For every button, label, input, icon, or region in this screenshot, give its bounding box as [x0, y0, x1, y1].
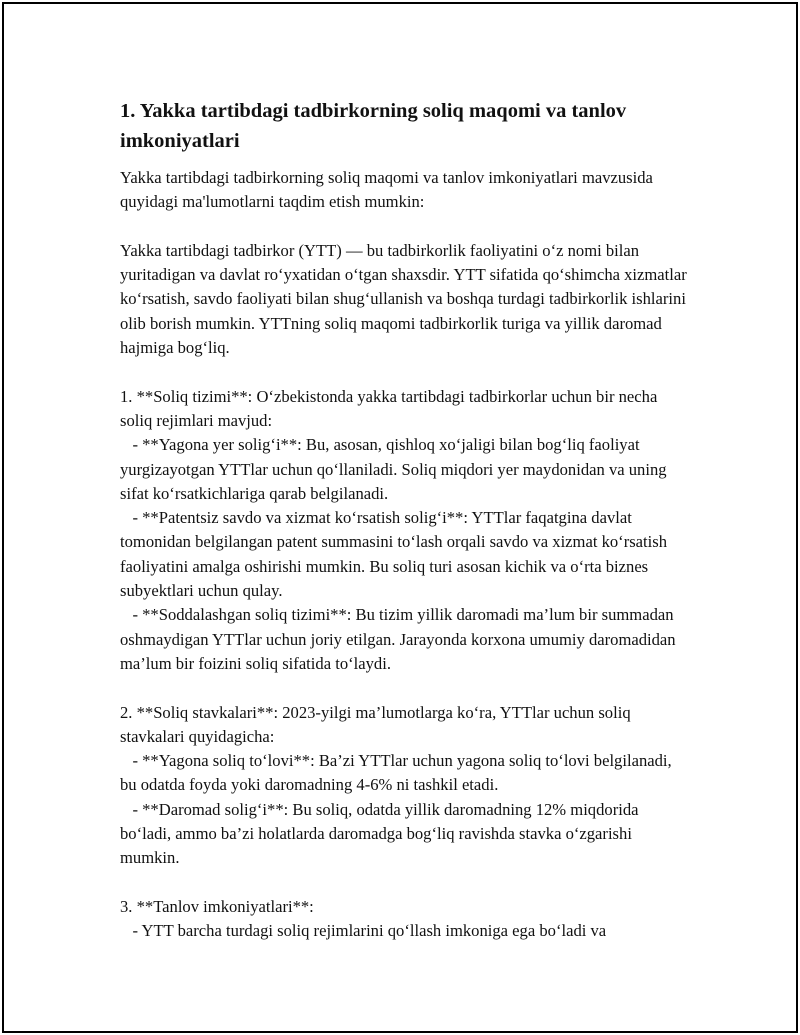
- section-1-heading: 1. **Soliq tizimi**: O‘zbekistonda yakka tartibdagi tadbirkorlar uchun bir necha soliq rejimlari mavjud:: [120, 386, 662, 430]
- definition-paragraph: Yakka tartibdagi tadbirkor (YTT) — bu tadbirkorlik faoliyatini o‘z nomi bilan yuritadigan va davlat ro‘yxatidan o‘tgan shaxsdir. YTT sifatida qo‘shimcha xizmatlar ko‘rsatish, savdo faoliyati bilan shug‘ullanish va boshqa turdagi tadbirkorlik ishlarini olib borish mumkin. YTTning soliq maqomi tadbirkorlik turiga va yillik daromad hajmiga bog‘liq.: [120, 240, 691, 358]
- paragraph-gap: [120, 676, 690, 700]
- section-1-item-patentsiz: - **Patentsiz savdo va xizmat ko‘rsatish solig‘i**: YTTlar faqatgina davlat tomonidan belgilangan patent summasini to‘lash orqali savdo va xizmat ko‘rsatish faoliyatini amalga oshirishi mumkin. Bu soliq turi asosan kichik va o‘rta biznes subyektlari uchun qulay.: [120, 508, 672, 601]
- section-3-item-1: - YTT barcha turdagi soliq rejimlarini qo‘llash imkoniga ega bo‘ladi va: [120, 921, 607, 941]
- section-3-heading: 3. **Tanlov imkoniyatlari**:: [120, 896, 314, 916]
- section-1-item-soddalashgan: - **Soddalashgan soliq tizimi**: Bu tizim yillik daromadi ma’lum bir summadan oshmaydigan YTTlar uchun joriy etilgan. Jarayonda korxona umumiy daromadidan ma’lum bir foizini soliq sifatida to‘laydi.: [120, 605, 680, 673]
- intro-paragraph: Yakka tartibdagi tadbirkorning soliq maqomi va tanlov imkoniyatlari mavzusida quyidagi ma'lumotlarni taqdim etish mumkin:: [120, 168, 658, 212]
- section-2-heading: 2. **Soliq stavkalari**: 2023-yilgi ma’lumotlarga ko‘ra, YTTlar uchun soliq stavkalari quyidagicha:: [120, 702, 635, 746]
- document-body: [120, 96, 690, 944]
- section-1-item-yagona-yer: - **Yagona yer solig‘i**: Bu, asosan, qishloq xo‘jaligi bilan bog‘liq faoliyat yurgizayotgan YTTlar uchun qo‘llaniladi. Soliq miqdori yer maydonidan va uning sifat ko‘rsatkichlariga qarab belgilanadi.: [120, 435, 671, 503]
- paragraph-gap: [120, 360, 690, 384]
- section-2-item-daromad: - **Daromad solig‘i**: Bu soliq, odatda yillik daromadning 12% miqdorida bo‘ladi, ammo ba’zi holatlarda daromadga bog‘liq ravishda stavka o‘zgarishi mumkin.: [120, 799, 643, 868]
- paragraph-gap: [120, 871, 690, 895]
- document-title: 1. Yakka tartibdagi tadbirkorning soliq maqomi va tanlov imkoniyatlari: [120, 100, 627, 152]
- section-2-item-yagona-soliq: - **Yagona soliq to‘lovi**: Ba’zi YTTlar uchun yagona soliq to‘lovi belgilanadi, bu odatda foyda yoki daromadning 4-6% ni tashkil etadi.: [120, 751, 676, 795]
- document-page: [2, 2, 798, 1033]
- paragraph-gap: [120, 215, 690, 239]
